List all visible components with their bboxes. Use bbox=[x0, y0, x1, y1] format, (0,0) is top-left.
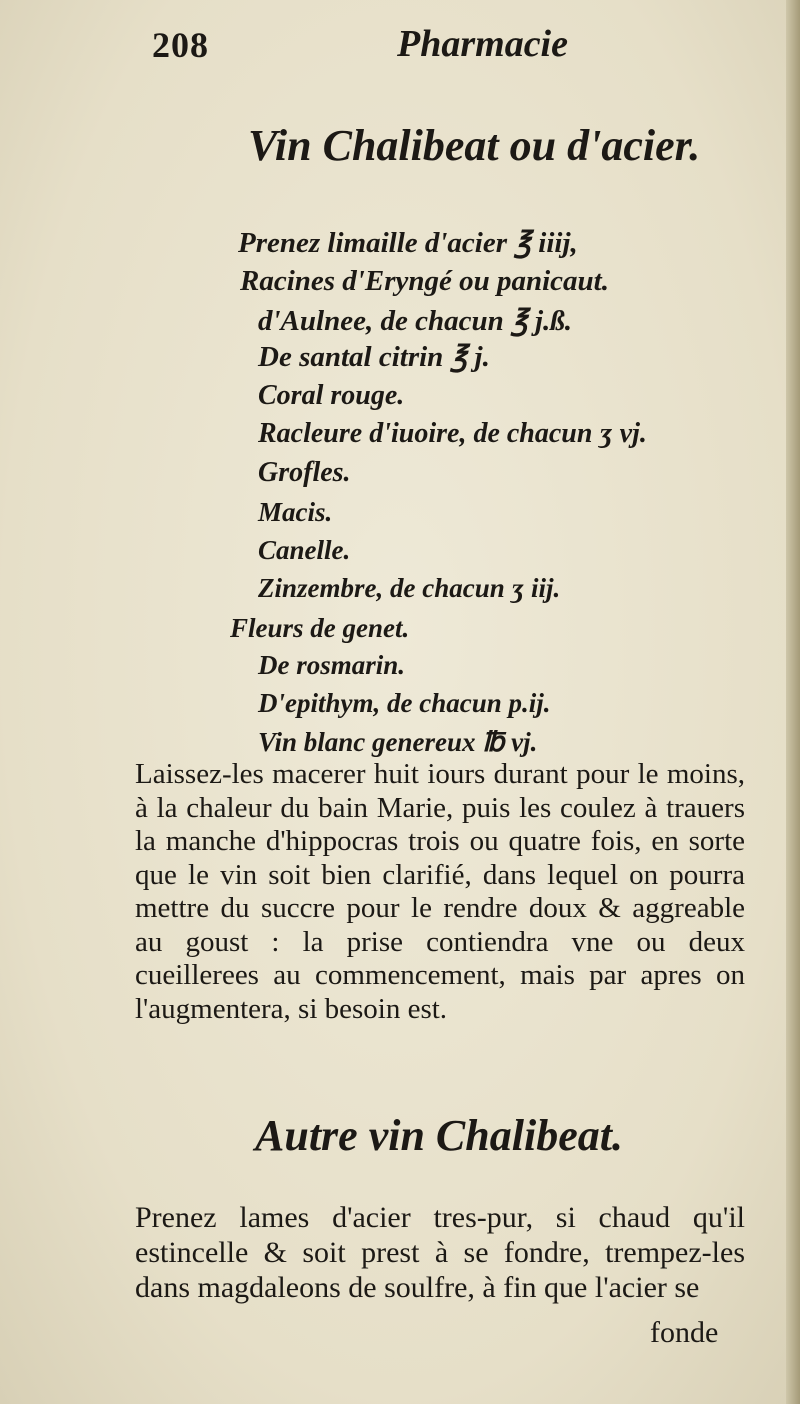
section-title: Autre vin Chalibeat. bbox=[255, 1111, 623, 1160]
section-title: Vin Chalibeat ou d'acier. bbox=[248, 121, 701, 170]
running-title: Pharmacie bbox=[397, 23, 568, 65]
recipe-line: D'epithym, de chacun p.ij. bbox=[258, 688, 551, 718]
recipe-line: Macis. bbox=[258, 497, 333, 527]
recipe-instructions: Laissez-les macerer huit iours durant pour le moins, à la chaleur du bain Marie, puis les coulez à trauers la manche d'hippocras trois ou quatre fois, en sorte que le vin soit bien clarifié, dans lequel on pourra mettre du succre pour le rendre doux & aggreable au goust : la prise contiendra vne ou deux cueillerees au commencement, mais par apres on l'augmentera, si besoin est. bbox=[135, 758, 745, 1025]
catchword: fonde bbox=[650, 1316, 719, 1349]
recipe-line: De santal citrin ℥ j. bbox=[258, 341, 490, 373]
page-number: 208 bbox=[152, 25, 209, 65]
recipe-line: Racines d'Eryngé ou panicaut. bbox=[240, 265, 609, 297]
page-edge bbox=[786, 0, 800, 1404]
recipe-line: Coral rouge. bbox=[258, 380, 405, 411]
page-header bbox=[152, 22, 712, 82]
recipe-line: Grofles. bbox=[258, 457, 351, 488]
recipe-line: Racleure d'iuoire, de chacun ʒ vj. bbox=[258, 418, 647, 449]
recipe-line: Fleurs de genet. bbox=[230, 613, 410, 643]
recipe-line: d'Aulnee, de chacun ℥ j.ß. bbox=[258, 305, 573, 337]
recipe-line: Vin blanc genereux ℔ vj. bbox=[258, 727, 538, 757]
recipe-line: Canelle. bbox=[258, 535, 351, 565]
recipe-line: Prenez limaille d'acier ℥ iiij, bbox=[238, 227, 578, 259]
recipe-line: De rosmarin. bbox=[258, 650, 406, 680]
recipe-line: Zinzembre, de chacun ʒ iij. bbox=[258, 573, 561, 603]
recipe-instructions: Prenez lames d'acier tres-pur, si chaud qu'il estincelle & soit prest à se fondre, trempez-les dans magdaleons de soulfre, à fin que l'acier se bbox=[135, 1201, 745, 1304]
